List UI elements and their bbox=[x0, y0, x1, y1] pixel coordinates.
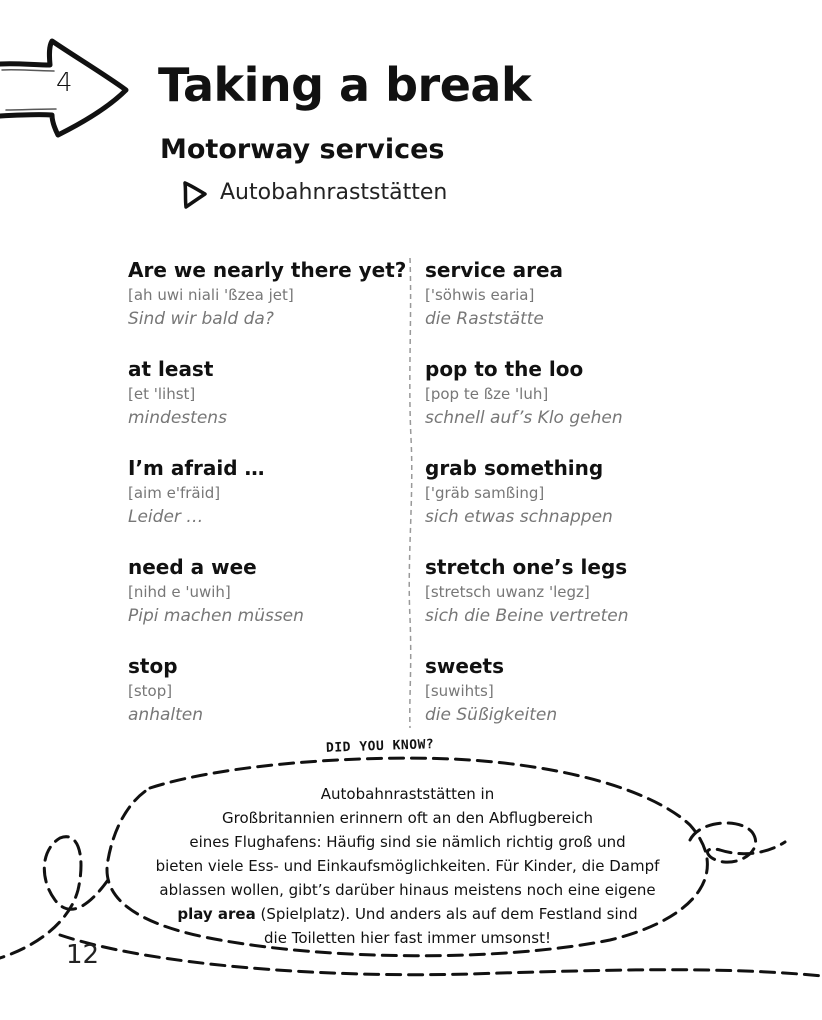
section-title-german: Autobahnraststätten bbox=[220, 180, 448, 205]
vocab-entry bbox=[128, 553, 418, 652]
vocab-term: need a wee bbox=[128, 555, 257, 579]
vocab-translation: mindestens bbox=[128, 408, 227, 428]
vocab-pronunciation: [stretsch uwanz 'legz] bbox=[425, 583, 590, 601]
vocab-translation: anhalten bbox=[128, 705, 204, 725]
vocab-term: stop bbox=[128, 654, 178, 678]
page-number: 12 bbox=[66, 940, 100, 970]
vocab-entry bbox=[425, 553, 715, 652]
vocab-entry bbox=[425, 355, 715, 454]
vocab-pronunciation: [et 'lihst] bbox=[128, 385, 196, 403]
vocab-entry bbox=[425, 454, 715, 553]
vocab-translation: Pipi machen müssen bbox=[128, 606, 304, 626]
vocab-term: stretch one’s legs bbox=[425, 555, 628, 579]
vocab-pronunciation: [aim e'fräid] bbox=[128, 484, 221, 502]
dyk-line: (Spielplatz). Und anders als auf dem Festland sind bbox=[255, 905, 638, 923]
did-you-know-text bbox=[120, 782, 695, 950]
dyk-line: die Toiletten hier fast immer umsonst! bbox=[264, 929, 551, 947]
vocab-pronunciation: [suwihts] bbox=[425, 682, 494, 700]
vocab-pronunciation: ['söhwis earia] bbox=[425, 286, 535, 304]
vocab-entry bbox=[128, 355, 418, 454]
dyk-line: ablassen wollen, gibt’s darüber hinaus meistens noch eine eigene bbox=[159, 881, 656, 899]
vocab-pronunciation: [stop] bbox=[128, 682, 173, 700]
vocab-pronunciation: [nihd e 'uwih] bbox=[128, 583, 231, 601]
dyk-line: Autobahnraststätten in bbox=[320, 785, 495, 803]
vocab-term: Are we nearly there yet? bbox=[128, 258, 407, 282]
vocab-term: grab something bbox=[425, 456, 604, 480]
dyk-line: Großbritannien erinnern oft an den Abflugbereich bbox=[221, 809, 593, 827]
vocab-column-right bbox=[425, 256, 715, 751]
vocab-translation: schnell auf’s Klo gehen bbox=[425, 408, 623, 428]
did-you-know-heading: DID YOU KNOW? bbox=[325, 737, 435, 756]
page-title: Taking a break bbox=[158, 58, 532, 112]
vocab-entry bbox=[128, 256, 418, 355]
vocab-translation: die Süßigkeiten bbox=[425, 705, 558, 725]
section-title: Motorway services bbox=[160, 134, 445, 165]
vocab-term: I’m afraid … bbox=[128, 456, 265, 480]
vocab-translation: Leider … bbox=[128, 507, 204, 527]
vocab-term: sweets bbox=[425, 654, 504, 678]
vocab-pronunciation: [pop te ßze 'luh] bbox=[425, 385, 549, 403]
play-triangle-icon bbox=[180, 180, 208, 210]
dyk-highlight: play area bbox=[177, 905, 256, 923]
vocab-entry bbox=[128, 454, 418, 553]
vocab-entry bbox=[425, 256, 715, 355]
vocab-pronunciation: ['gräb samßing] bbox=[425, 484, 545, 502]
column-divider bbox=[402, 258, 418, 728]
vocab-translation: Sind wir bald da? bbox=[128, 309, 274, 329]
dyk-line: bieten viele Ess- und Einkaufsmöglichkeiten. Für Kinder, die Dampf bbox=[155, 857, 660, 875]
vocab-translation: sich die Beine vertreten bbox=[425, 606, 629, 626]
vocab-column-left bbox=[128, 256, 418, 751]
vocab-translation: die Raststätte bbox=[425, 309, 544, 329]
dyk-line: eines Flughafens: Häufig sind sie nämlich richtig groß und bbox=[189, 833, 626, 851]
vocab-term: at least bbox=[128, 357, 214, 381]
vocab-translation: sich etwas schnappen bbox=[425, 507, 613, 527]
vocab-term: service area bbox=[425, 258, 564, 282]
vocab-pronunciation: [ah uwi niali 'ßzea jet] bbox=[128, 286, 294, 304]
vocab-term: pop to the loo bbox=[425, 357, 584, 381]
chapter-number: 4 bbox=[56, 68, 73, 98]
